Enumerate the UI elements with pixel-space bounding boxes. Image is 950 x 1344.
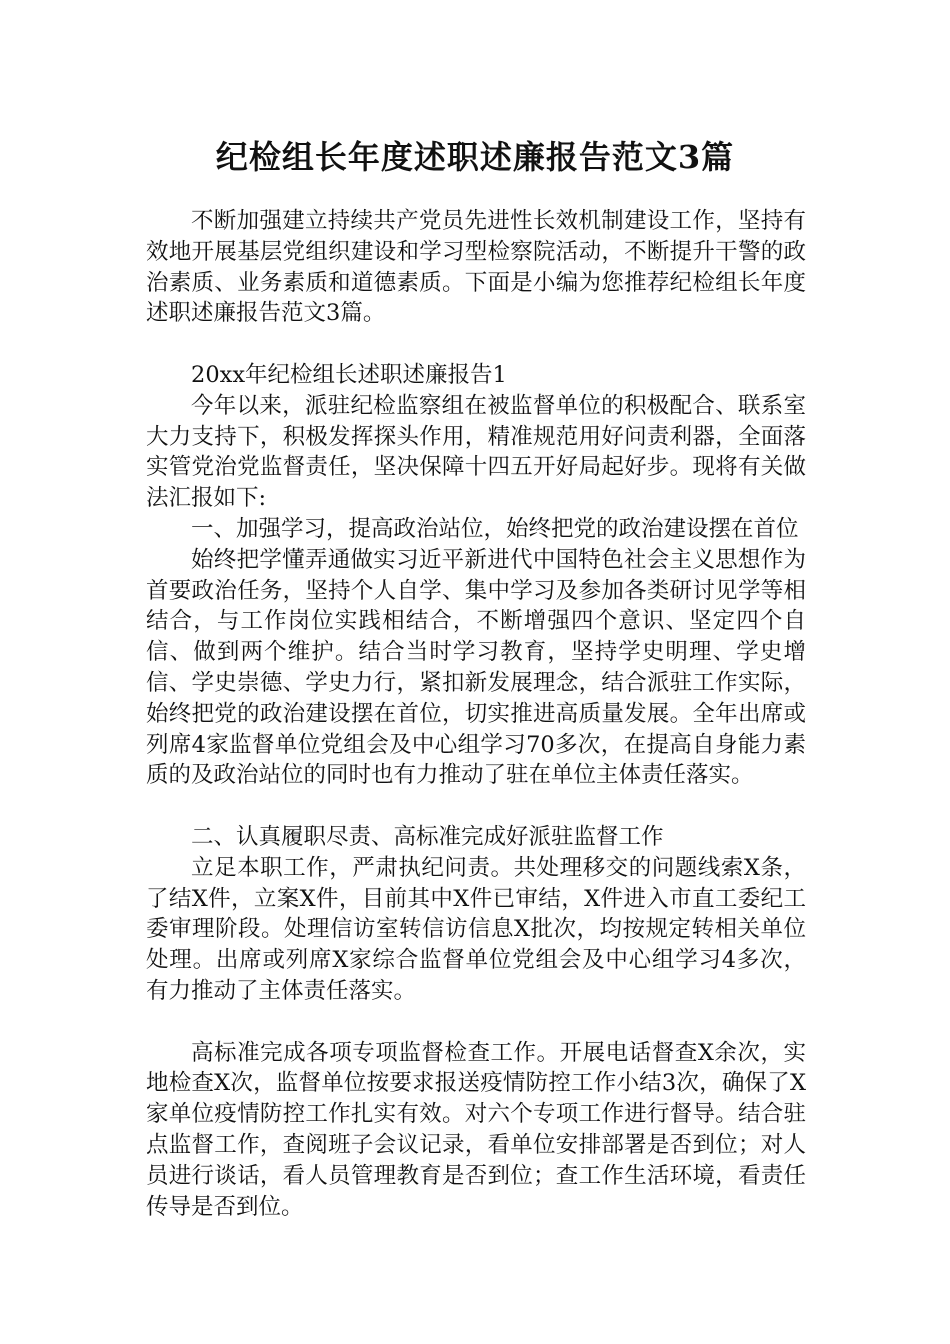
document-title: 纪检组长年度述职述廉报告范文3篇 [215, 138, 735, 176]
document-body [146, 206, 806, 1222]
body-paragraph: 高标准完成各项专项监督检查工作。开展电话督查X余次，实地检查X次，监督单位按要求报送疫情防控工作小结3次，确保了X家单位疫情防控工作扎实有效。对六个专项工作进行督导。结合驻点监督工作，查阅班子会议记录，看单位安排部署是否到位；对人员进行谈话，看人员管理教育是否到位；查工作生活环境，看责任传导是否到位。 [146, 1039, 806, 1220]
body-paragraph: 今年以来，派驻纪检监察组在被监督单位的积极配合、联系室大力支持下，积极发挥探头作用，精准规范用好问责利器，全面落实管党治党监督责任，坚决保障十四五开好局起好步。现将有关做法汇报如下: [146, 392, 806, 512]
body-paragraph: 始终把学懂弄通做实习近平新进代中国特色社会主义思想作为首要政治任务，坚持个人自学、集中学习及参加各类研讨见学等相结合，与工作岗位实践相结合，不断增强四个意识、坚定四个自信、做到两个维护。结合当时学习教育，坚持学史明理、学史增信、学史崇德、学史力行，紧扣新发展理念，结合派驻工作实际，始终把党的政治建设摆在首位，切实推进高质量发展。全年出席或列席4家监督单位党组会及中心组学习70多次，在提高自身能力素质的及政治站位的同时也有力推动了驻在单位主体责任落实。 [146, 546, 806, 789]
report-heading: 20xx年纪检组长述职述廉报告1 [191, 361, 507, 388]
section-heading-2: 二、认真履职尽责、高标准完成好派驻监督工作 [191, 823, 664, 850]
intro-paragraph: 不断加强建立持续共产党员先进性长效机制建设工作，坚持有效地开展基层党组织建设和学习型检察院活动，不断提升干警的政治素质、业务素质和道德素质。下面是小编为您推荐纪检组长年度述职述廉报告范文3篇。 [146, 208, 806, 327]
body-paragraph: 立足本职工作，严肃执纪问责。共处理移交的问题线索X条，了结X件，立案X件，目前其中X件已审结，X件进入市直工委纪工委审理阶段。处理信访室转信访信息X批次，均按规定转相关单位处理。出席或列席X家综合监督单位党组会及中心组学习4多次，有力推动了主体责任落实。 [146, 854, 806, 1004]
section-heading-1: 一、加强学习，提高政治站位，始终把党的政治建设摆在首位 [191, 515, 799, 542]
